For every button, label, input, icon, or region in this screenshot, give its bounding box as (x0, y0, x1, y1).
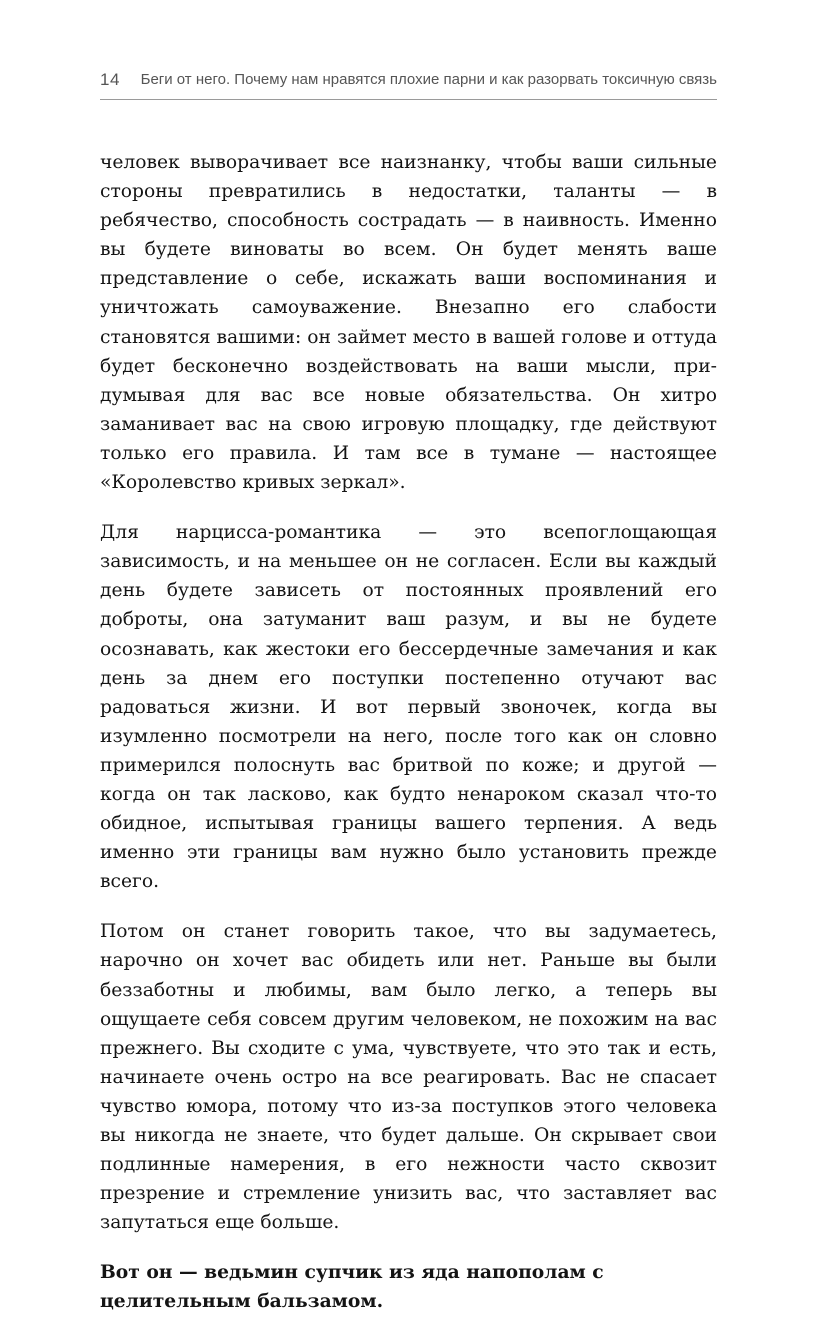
paragraph: Для нарцисса-романтика — это всепоглощающая зависимость, и на меньшее он не согласен. Если вы каждый день будете зависеть от постоянных проявлений его доброты, она затуманит ваш разум, и вы не будете осознавать, как жестоки его бессердечные замечания и как день за днем его поступки постепенно отучают вас радоваться жизни. И вот первый звоночек, когда вы изумленно посмотрели на него, после того как он словно примерился полоснуть вас бритвой по коже; и другой — когда он так ласково, как будто ненароком сказал что-то обидное, испытывая границы вашего терпения. А ведь именно эти границы вам нужно было установить прежде всего. (100, 522, 717, 893)
header-rule (100, 99, 717, 100)
body-text (100, 148, 717, 1338)
paragraph: Потом он станет говорить такое, что вы задумаетесь, нарочно он хочет вас обидеть или нет. Раньше вы были беззаботны и любимы, вам было легко, а теперь вы ощущаете себя совсем другим человеком, не похожим на вас прежнего. Вы сходите с ума, чувствуете, что это так и есть, начинаете очень остро на все реагировать. Вас не спасает чувство юмора, потому что из-за поступков этого человека вы никогда не знаете, что будет дальше. Он скрывает свои подлинные намерения, в его нежности часто сквозит презрение и стремление унизить вас, что заставляет вас запутаться еще больше. (100, 921, 717, 1234)
running-title: Беги от него. Почему нам нравятся плохие парни и как разорвать токсичную связь (140, 71, 717, 88)
running-header (100, 70, 717, 96)
page-number: 14 (100, 70, 120, 89)
closing-bold-paragraph: Вот он — ведьмин супчик из яда напополам с целительным бальзамом. (100, 1261, 604, 1313)
paragraph: человек выворачивает все наизнанку, чтобы ваши сильные стороны превратились в недостатки, таланты — в ребячество, способность сострадать — в наивность. Именно вы будете виноваты во всем. Он будет менять ваше представление о себе, искажать ваши воспоминания и уничтожать самоуважение. Внезапно его слабости становятся вашими: он займет место в вашей голове и оттуда будет бесконечно воздействовать на ваши мысли, придумывая для вас все новые обязательства. Он хитро заманивает вас на свою игровую площадку, где действуют только его правила. И там все в тумане — настоящее «Королевство кривых зеркал». (100, 152, 717, 494)
